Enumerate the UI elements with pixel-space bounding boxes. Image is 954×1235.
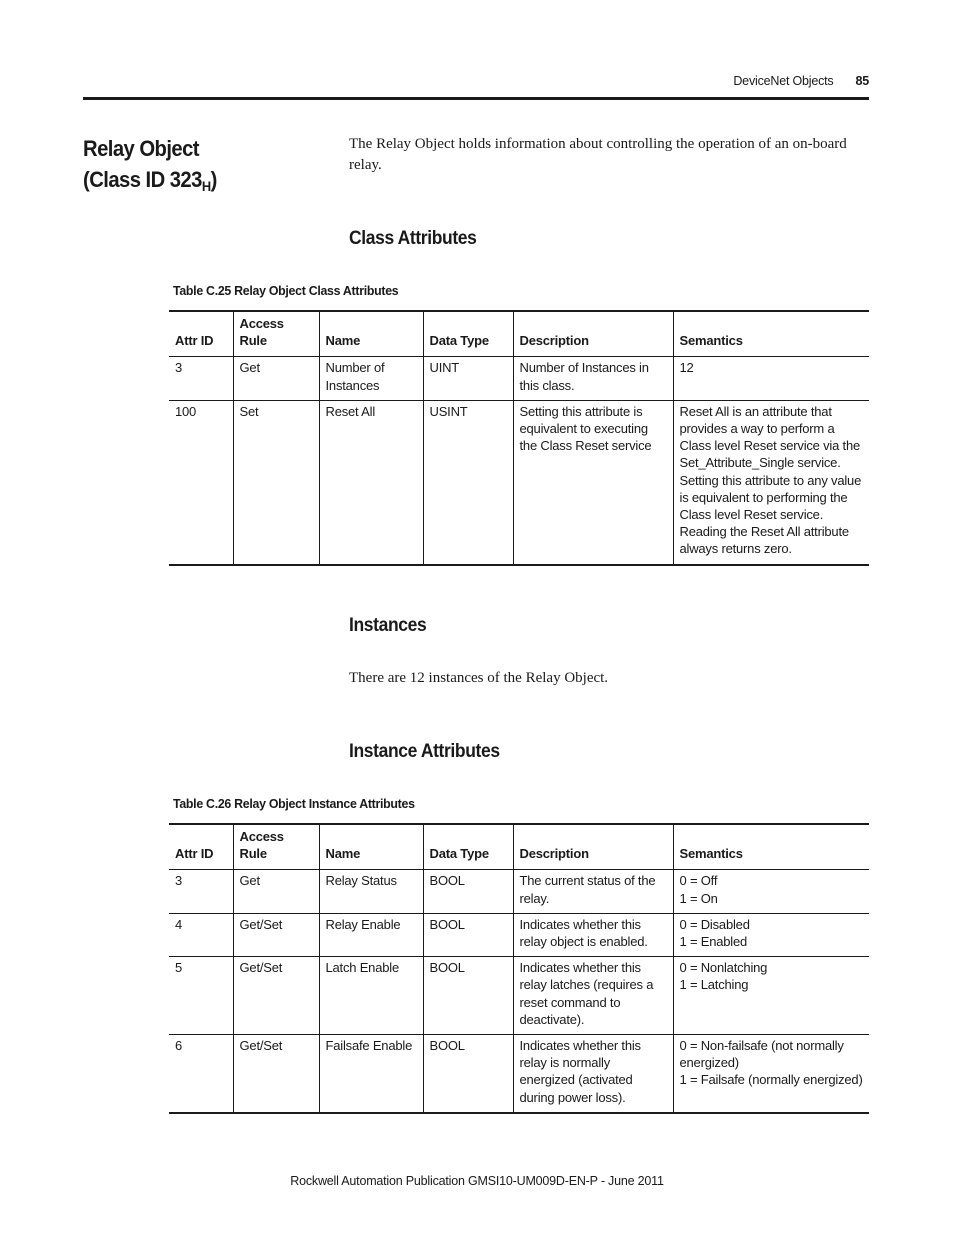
cell: Relay Status [319,870,423,913]
instance-attributes-caption: Table C.26 Relay Object Instance Attributes [173,796,415,811]
cell: Number of Instances [319,357,423,400]
cell: USINT [423,400,513,564]
cell: 3 [175,360,183,376]
cell: Indicates whether this relay is normally energized (activated during power loss). [513,1035,673,1113]
cell: 3 [175,873,183,889]
col-header: Semantics [673,311,869,357]
intro-paragraph: The Relay Object holds information about controlling the operation of an on-board relay. [349,136,847,173]
cell: 0 = Off 1 = On [673,870,869,913]
cell: 0 = Nonlatching 1 = Latching [673,957,869,1035]
cell: Reset All is an attribute that provides a way to perform a Class level Reset service via the Set_Attribute_Single service. Setting this attribute to any value is equivalent to performing the Class level Reset service. Reading the Reset All attribute always returns zero. [673,400,869,564]
cell: Relay Enable [319,913,423,956]
col-header: Data Type [423,311,513,357]
col-header: Name [319,824,423,870]
section-title-line1: Relay Object [83,136,200,161]
cell: Get [233,870,319,913]
header-rule [83,97,869,100]
cell: 12 [673,357,869,400]
table-row [169,870,869,913]
cell: 0 = Disabled 1 = Enabled [673,913,869,956]
cell: Latch Enable [319,957,423,1035]
cell: The current status of the relay. [513,870,673,913]
instances-heading: Instances [349,615,427,636]
class-attributes-heading: Class Attributes [349,228,477,249]
cell: Get [233,357,319,400]
col-header: Attr ID [175,846,214,862]
cell: BOOL [423,957,513,1035]
col-header: Description [513,824,673,870]
table-row [169,357,869,400]
col-header: Attr ID [175,333,214,349]
table-row [169,913,869,956]
col-header: Semantics [673,824,869,870]
table-header-row [169,824,869,870]
cell: Setting this attribute is equivalent to executing the Class Reset service [513,400,673,564]
table-header-row [169,311,869,357]
cell: Number of Instances in this class. [513,357,673,400]
instance-attributes-table [169,823,869,1114]
table-row [169,400,869,564]
class-attributes-caption: Table C.25 Relay Object Class Attributes [173,283,399,298]
col-header: Data Type [423,824,513,870]
table-row [169,1035,869,1113]
cell: BOOL [423,870,513,913]
instances-paragraph: There are 12 instances of the Relay Object. [349,670,609,686]
cell: Indicates whether this relay object is enabled. [513,913,673,956]
cell: Indicates whether this relay latches (requires a reset command to deactivate). [513,957,673,1035]
cell: Get/Set [233,1035,319,1113]
col-header: Name [319,311,423,357]
cell: BOOL [423,1035,513,1113]
cell: 100 [175,403,197,419]
table-row [169,957,869,1035]
section-title [83,133,217,202]
page-footer [0,1174,954,1188]
class-attributes-table [169,310,869,566]
publication-info: Rockwell Automation Publication GMSI10-UM009D-EN-P - June 2011 [290,1174,664,1188]
cell: 0 = Non-failsafe (not normally energized) 1 = Failsafe (normally energized) [673,1035,869,1113]
cell: Get/Set [233,957,319,1035]
page-number: 85 [855,74,869,88]
cell: UINT [423,357,513,400]
col-header: Description [513,311,673,357]
cell: Reset All [319,400,423,564]
cell: 4 [175,916,183,932]
section-title-line2: (Class ID $323_H$) [83,167,217,194]
running-header-section: DeviceNet Objects [733,74,834,88]
col-header: Access Rule [233,824,319,870]
cell: 6 [175,1038,183,1054]
cell: Failsafe Enable [319,1035,423,1113]
instance-attributes-heading: Instance Attributes [349,741,500,762]
running-header [733,74,869,88]
cell: 5 [175,960,183,976]
cell: Set [233,400,319,564]
col-header: Access Rule [233,311,319,357]
cell: Get/Set [233,913,319,956]
cell: BOOL [423,913,513,956]
